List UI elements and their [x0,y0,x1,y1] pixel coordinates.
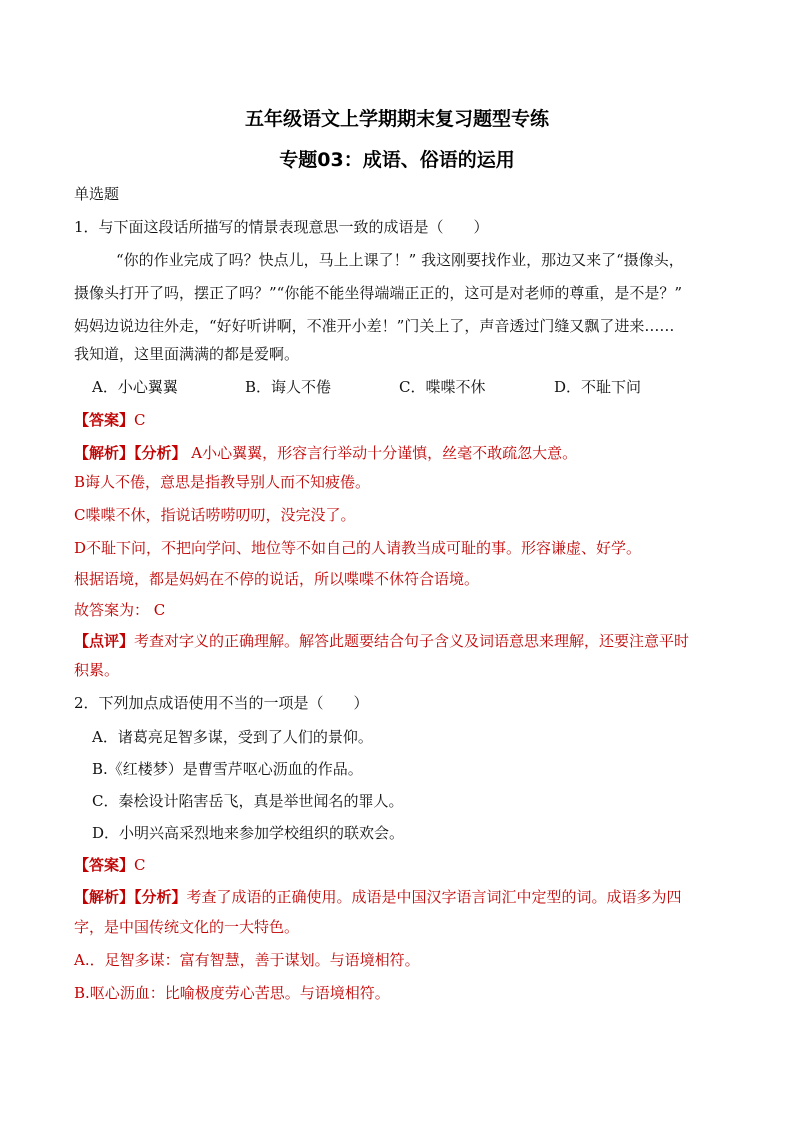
q1-passage-line: “你的作业完成了吗？快点儿，马上上课了！” 我这刚要找作业，那边又来了“摄像头， [116,251,684,269]
section-label: 单选题 [74,185,120,203]
q1-option-a: A．小心翼翼 [92,378,178,396]
q1-option-c: C．喋喋不休 [399,378,486,396]
q1-analysis-line: D不耻下问，不把向学问、地位等不如自己的人请教当成可耻的事。形容谦虚、好学。 [74,539,642,557]
q2-analysis-line: B.呕心沥血：比喻极度劳心苦思。与语境相符。 [74,984,390,1002]
q2-analysis-line: 字，是中国传统文化的一大特色。 [74,918,300,936]
q1-option-b: B．诲人不倦 [245,378,332,396]
q1-passage-line: 摄像头打开了吗，摆正了吗？”“你能不能坐得端端正正的，这可是对老师的尊重，是不是？” [74,284,683,302]
answer-tag: 【答案】 [74,411,135,429]
analysis-text: A小心翼翼，形容言行举动十分谨慎，丝毫不敢疏忽大意。 [186,444,578,462]
q1-answer [74,410,146,430]
q1-passage-line: 我知道，这里面满满的都是爱啊。 [74,345,300,363]
comment-tag: 【点评】 [74,632,135,650]
q1-analysis-line: 根据语境，都是妈妈在不停的说话，所以喋喋不休符合语境。 [74,570,480,588]
q2-option-d: D．小明兴高采烈地来参加学校组织的联欢会。 [92,824,405,842]
answer-value: C [134,411,146,429]
q1-options [92,377,641,397]
final-label: 故答案为： [74,601,150,619]
q1-analysis [74,443,577,463]
q1-final-answer [74,600,165,620]
q1-comment-line: 积累。 [74,661,120,679]
q2-answer [74,855,146,875]
q1-analysis-line: B诲人不倦，意思是指教导别人而不知疲倦。 [74,473,371,491]
document-subtitle: 专题03：成语、俗语的运用 [279,149,515,171]
final-value: C [149,601,166,619]
analysis-text: 考查了成语的正确使用。成语是中国汉字语言词汇中定型的词。成语多为四 [186,888,682,906]
q2-analysis [74,887,682,907]
analysis-tag: 【解析】【分析】 [74,888,187,906]
q1-option-d: D．不耻下问 [554,378,642,396]
q2-stem: 2．下列加点成语使用不当的一项是（ ） [74,694,369,712]
q1-stem: 1．与下面这段话所描写的情景表现意思一致的成语是（ ） [74,218,489,236]
q2-analysis-line: A.．足智多谋：富有智慧，善于谋划。与语境相符。 [74,951,420,969]
q1-comment [74,631,689,651]
answer-value: C [134,856,146,874]
answer-tag: 【答案】 [74,856,135,874]
q1-analysis-line: C喋喋不休，指说话唠唠叨叨，没完没了。 [74,506,356,524]
analysis-tag: 【解析】【分析】 [74,444,187,462]
document-title: 五年级语文上学期期末复习题型专练 [244,108,549,130]
q2-option-a: A．诸葛亮足智多谋，受到了人们的景仰。 [92,728,373,746]
q2-option-c: C．秦桧设计陷害岳飞，真是举世闻名的罪人。 [92,792,404,810]
comment-text: 考查对字义的正确理解。解答此题要结合句子含义及词语意思来理解，还要注意平时 [134,632,690,650]
q2-option-b: B.《红楼梦）是曹雪芹呕心沥血的作品。 [92,760,363,778]
q1-passage-line: 妈妈边说边往外走，“好好听讲啊，不准开小差！”门关上了，声音透过门缝又飘了进来…… [74,317,675,335]
